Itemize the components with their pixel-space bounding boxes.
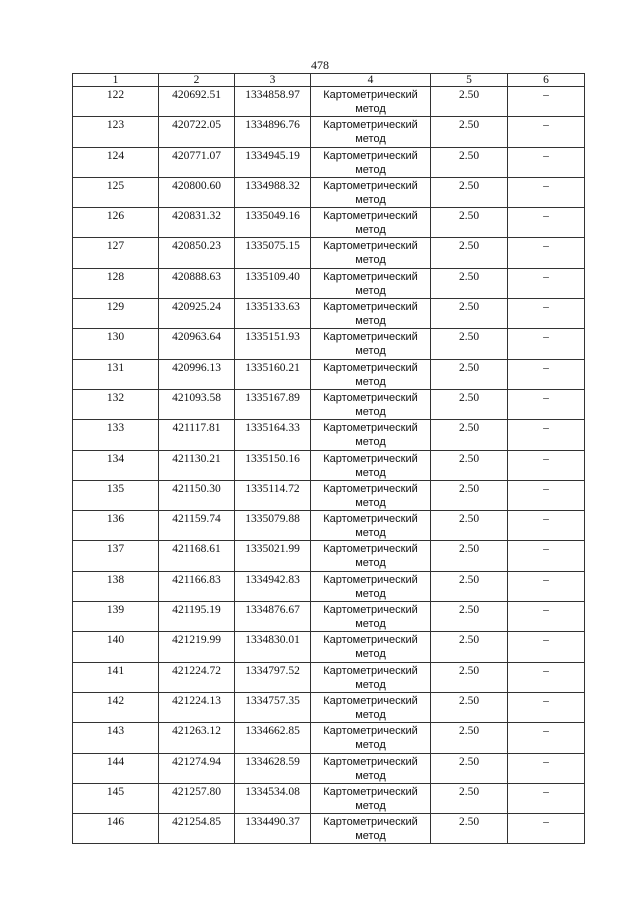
x-coordinate-cell: 420925.24	[159, 299, 235, 329]
y-coordinate-cell: 1335151.93	[235, 329, 311, 359]
precision-cell: 2.50	[431, 541, 508, 571]
point-number-cell: 135	[73, 480, 159, 510]
point-number-cell: 123	[73, 117, 159, 147]
y-coordinate-cell: 1335021.99	[235, 541, 311, 571]
precision-cell: 2.50	[431, 814, 508, 844]
y-coordinate-cell: 1334797.52	[235, 662, 311, 692]
y-coordinate-cell: 1334988.32	[235, 177, 311, 207]
column-header: 4	[311, 74, 431, 87]
x-coordinate-cell: 420722.05	[159, 117, 235, 147]
point-number-cell: 124	[73, 147, 159, 177]
y-coordinate-cell: 1335150.16	[235, 450, 311, 480]
precision-cell: 2.50	[431, 147, 508, 177]
table-row	[73, 602, 585, 632]
table-row	[73, 632, 585, 662]
note-cell: –	[508, 723, 585, 753]
note-cell: –	[508, 208, 585, 238]
y-coordinate-cell: 1334757.35	[235, 692, 311, 722]
y-coordinate-cell: 1335133.63	[235, 299, 311, 329]
y-coordinate-cell: 1334662.85	[235, 723, 311, 753]
precision-cell: 2.50	[431, 208, 508, 238]
note-cell: –	[508, 147, 585, 177]
precision-cell: 2.50	[431, 662, 508, 692]
y-coordinate-cell: 1334942.83	[235, 571, 311, 601]
y-coordinate-cell: 1335114.72	[235, 480, 311, 510]
point-number-cell: 133	[73, 420, 159, 450]
note-cell: –	[508, 480, 585, 510]
method-cell: Картометрический метод	[311, 117, 431, 147]
column-header: 3	[235, 74, 311, 87]
point-number-cell: 129	[73, 299, 159, 329]
x-coordinate-cell: 421219.99	[159, 632, 235, 662]
precision-cell: 2.50	[431, 329, 508, 359]
note-cell: –	[508, 450, 585, 480]
x-coordinate-cell: 421159.74	[159, 511, 235, 541]
x-coordinate-cell: 421150.30	[159, 480, 235, 510]
method-cell: Картометрический метод	[311, 329, 431, 359]
table-row	[73, 147, 585, 177]
precision-cell: 2.50	[431, 87, 508, 117]
note-cell: –	[508, 268, 585, 298]
precision-cell: 2.50	[431, 602, 508, 632]
column-header: 6	[508, 74, 585, 87]
point-number-cell: 132	[73, 389, 159, 419]
y-coordinate-cell: 1334876.67	[235, 602, 311, 632]
column-header: 1	[73, 74, 159, 87]
note-cell: –	[508, 814, 585, 844]
point-number-cell: 141	[73, 662, 159, 692]
method-cell: Картометрический метод	[311, 420, 431, 450]
method-cell: Картометрический метод	[311, 692, 431, 722]
table-row	[73, 541, 585, 571]
x-coordinate-cell: 420800.60	[159, 177, 235, 207]
note-cell: –	[508, 87, 585, 117]
column-header: 2	[159, 74, 235, 87]
x-coordinate-cell: 420850.23	[159, 238, 235, 268]
method-cell: Картометрический метод	[311, 299, 431, 329]
x-coordinate-cell: 421168.61	[159, 541, 235, 571]
method-cell: Картометрический метод	[311, 450, 431, 480]
y-coordinate-cell: 1334490.37	[235, 814, 311, 844]
point-number-cell: 130	[73, 329, 159, 359]
precision-cell: 2.50	[431, 238, 508, 268]
table-row	[73, 389, 585, 419]
method-cell: Картометрический метод	[311, 723, 431, 753]
point-number-cell: 144	[73, 753, 159, 783]
point-number-cell: 136	[73, 511, 159, 541]
y-coordinate-cell: 1335049.16	[235, 208, 311, 238]
note-cell: –	[508, 420, 585, 450]
note-cell: –	[508, 117, 585, 147]
y-coordinate-cell: 1334896.76	[235, 117, 311, 147]
y-coordinate-cell: 1335109.40	[235, 268, 311, 298]
coordinates-table	[72, 73, 585, 844]
y-coordinate-cell: 1335079.88	[235, 511, 311, 541]
x-coordinate-cell: 421263.12	[159, 723, 235, 753]
point-number-cell: 137	[73, 541, 159, 571]
precision-cell: 2.50	[431, 420, 508, 450]
point-number-cell: 127	[73, 238, 159, 268]
method-cell: Картометрический метод	[311, 87, 431, 117]
note-cell: –	[508, 511, 585, 541]
precision-cell: 2.50	[431, 783, 508, 813]
precision-cell: 2.50	[431, 117, 508, 147]
table-row	[73, 753, 585, 783]
note-cell: –	[508, 662, 585, 692]
precision-cell: 2.50	[431, 359, 508, 389]
method-cell: Картометрический метод	[311, 753, 431, 783]
method-cell: Картометрический метод	[311, 783, 431, 813]
x-coordinate-cell: 421093.58	[159, 389, 235, 419]
method-cell: Картометрический метод	[311, 662, 431, 692]
table-row	[73, 450, 585, 480]
note-cell: –	[508, 632, 585, 662]
precision-cell: 2.50	[431, 692, 508, 722]
y-coordinate-cell: 1335164.33	[235, 420, 311, 450]
x-coordinate-cell: 420888.63	[159, 268, 235, 298]
table-row	[73, 783, 585, 813]
table-row	[73, 238, 585, 268]
table-row	[73, 420, 585, 450]
table-row	[73, 480, 585, 510]
table-row	[73, 723, 585, 753]
method-cell: Картометрический метод	[311, 511, 431, 541]
y-coordinate-cell: 1334830.01	[235, 632, 311, 662]
table-row	[73, 571, 585, 601]
point-number-cell: 142	[73, 692, 159, 722]
table-header-row	[73, 74, 585, 87]
method-cell: Картометрический метод	[311, 238, 431, 268]
precision-cell: 2.50	[431, 177, 508, 207]
note-cell: –	[508, 389, 585, 419]
point-number-cell: 128	[73, 268, 159, 298]
x-coordinate-cell: 421224.72	[159, 662, 235, 692]
method-cell: Картометрический метод	[311, 268, 431, 298]
note-cell: –	[508, 177, 585, 207]
table-row	[73, 662, 585, 692]
table-row	[73, 117, 585, 147]
point-number-cell: 146	[73, 814, 159, 844]
precision-cell: 2.50	[431, 511, 508, 541]
x-coordinate-cell: 420963.64	[159, 329, 235, 359]
x-coordinate-cell: 421130.21	[159, 450, 235, 480]
note-cell: –	[508, 541, 585, 571]
table-body	[73, 87, 585, 844]
table-row	[73, 177, 585, 207]
table-row	[73, 511, 585, 541]
method-cell: Картометрический метод	[311, 602, 431, 632]
method-cell: Картометрический метод	[311, 208, 431, 238]
note-cell: –	[508, 238, 585, 268]
y-coordinate-cell: 1334628.59	[235, 753, 311, 783]
table-row	[73, 208, 585, 238]
method-cell: Картометрический метод	[311, 177, 431, 207]
precision-cell: 2.50	[431, 480, 508, 510]
point-number-cell: 138	[73, 571, 159, 601]
x-coordinate-cell: 421166.83	[159, 571, 235, 601]
x-coordinate-cell: 421224.13	[159, 692, 235, 722]
column-header: 5	[431, 74, 508, 87]
point-number-cell: 140	[73, 632, 159, 662]
method-cell: Картометрический метод	[311, 541, 431, 571]
x-coordinate-cell: 421254.85	[159, 814, 235, 844]
note-cell: –	[508, 329, 585, 359]
point-number-cell: 125	[73, 177, 159, 207]
point-number-cell: 145	[73, 783, 159, 813]
note-cell: –	[508, 753, 585, 783]
note-cell: –	[508, 571, 585, 601]
method-cell: Картометрический метод	[311, 571, 431, 601]
x-coordinate-cell: 420692.51	[159, 87, 235, 117]
x-coordinate-cell: 421257.80	[159, 783, 235, 813]
precision-cell: 2.50	[431, 753, 508, 783]
method-cell: Картометрический метод	[311, 814, 431, 844]
x-coordinate-cell: 420996.13	[159, 359, 235, 389]
point-number-cell: 126	[73, 208, 159, 238]
point-number-cell: 131	[73, 359, 159, 389]
y-coordinate-cell: 1335160.21	[235, 359, 311, 389]
method-cell: Картометрический метод	[311, 359, 431, 389]
note-cell: –	[508, 602, 585, 632]
table-row	[73, 329, 585, 359]
precision-cell: 2.50	[431, 723, 508, 753]
table-row	[73, 692, 585, 722]
point-number-cell: 143	[73, 723, 159, 753]
page-number: 478	[311, 58, 329, 72]
y-coordinate-cell: 1334945.19	[235, 147, 311, 177]
precision-cell: 2.50	[431, 571, 508, 601]
method-cell: Картометрический метод	[311, 147, 431, 177]
method-cell: Картометрический метод	[311, 480, 431, 510]
table-row	[73, 268, 585, 298]
precision-cell: 2.50	[431, 268, 508, 298]
point-number-cell: 139	[73, 602, 159, 632]
x-coordinate-cell: 421195.19	[159, 602, 235, 632]
precision-cell: 2.50	[431, 299, 508, 329]
table-row	[73, 87, 585, 117]
point-number-cell: 122	[73, 87, 159, 117]
y-coordinate-cell: 1334858.97	[235, 87, 311, 117]
y-coordinate-cell: 1335075.15	[235, 238, 311, 268]
precision-cell: 2.50	[431, 389, 508, 419]
x-coordinate-cell: 420831.32	[159, 208, 235, 238]
note-cell: –	[508, 359, 585, 389]
note-cell: –	[508, 692, 585, 722]
note-cell: –	[508, 783, 585, 813]
table-row	[73, 814, 585, 844]
x-coordinate-cell: 420771.07	[159, 147, 235, 177]
precision-cell: 2.50	[431, 450, 508, 480]
point-number-cell: 134	[73, 450, 159, 480]
x-coordinate-cell: 421117.81	[159, 420, 235, 450]
y-coordinate-cell: 1335167.89	[235, 389, 311, 419]
precision-cell: 2.50	[431, 632, 508, 662]
table-row	[73, 299, 585, 329]
x-coordinate-cell: 421274.94	[159, 753, 235, 783]
note-cell: –	[508, 299, 585, 329]
y-coordinate-cell: 1334534.08	[235, 783, 311, 813]
method-cell: Картометрический метод	[311, 389, 431, 419]
table-row	[73, 359, 585, 389]
method-cell: Картометрический метод	[311, 632, 431, 662]
